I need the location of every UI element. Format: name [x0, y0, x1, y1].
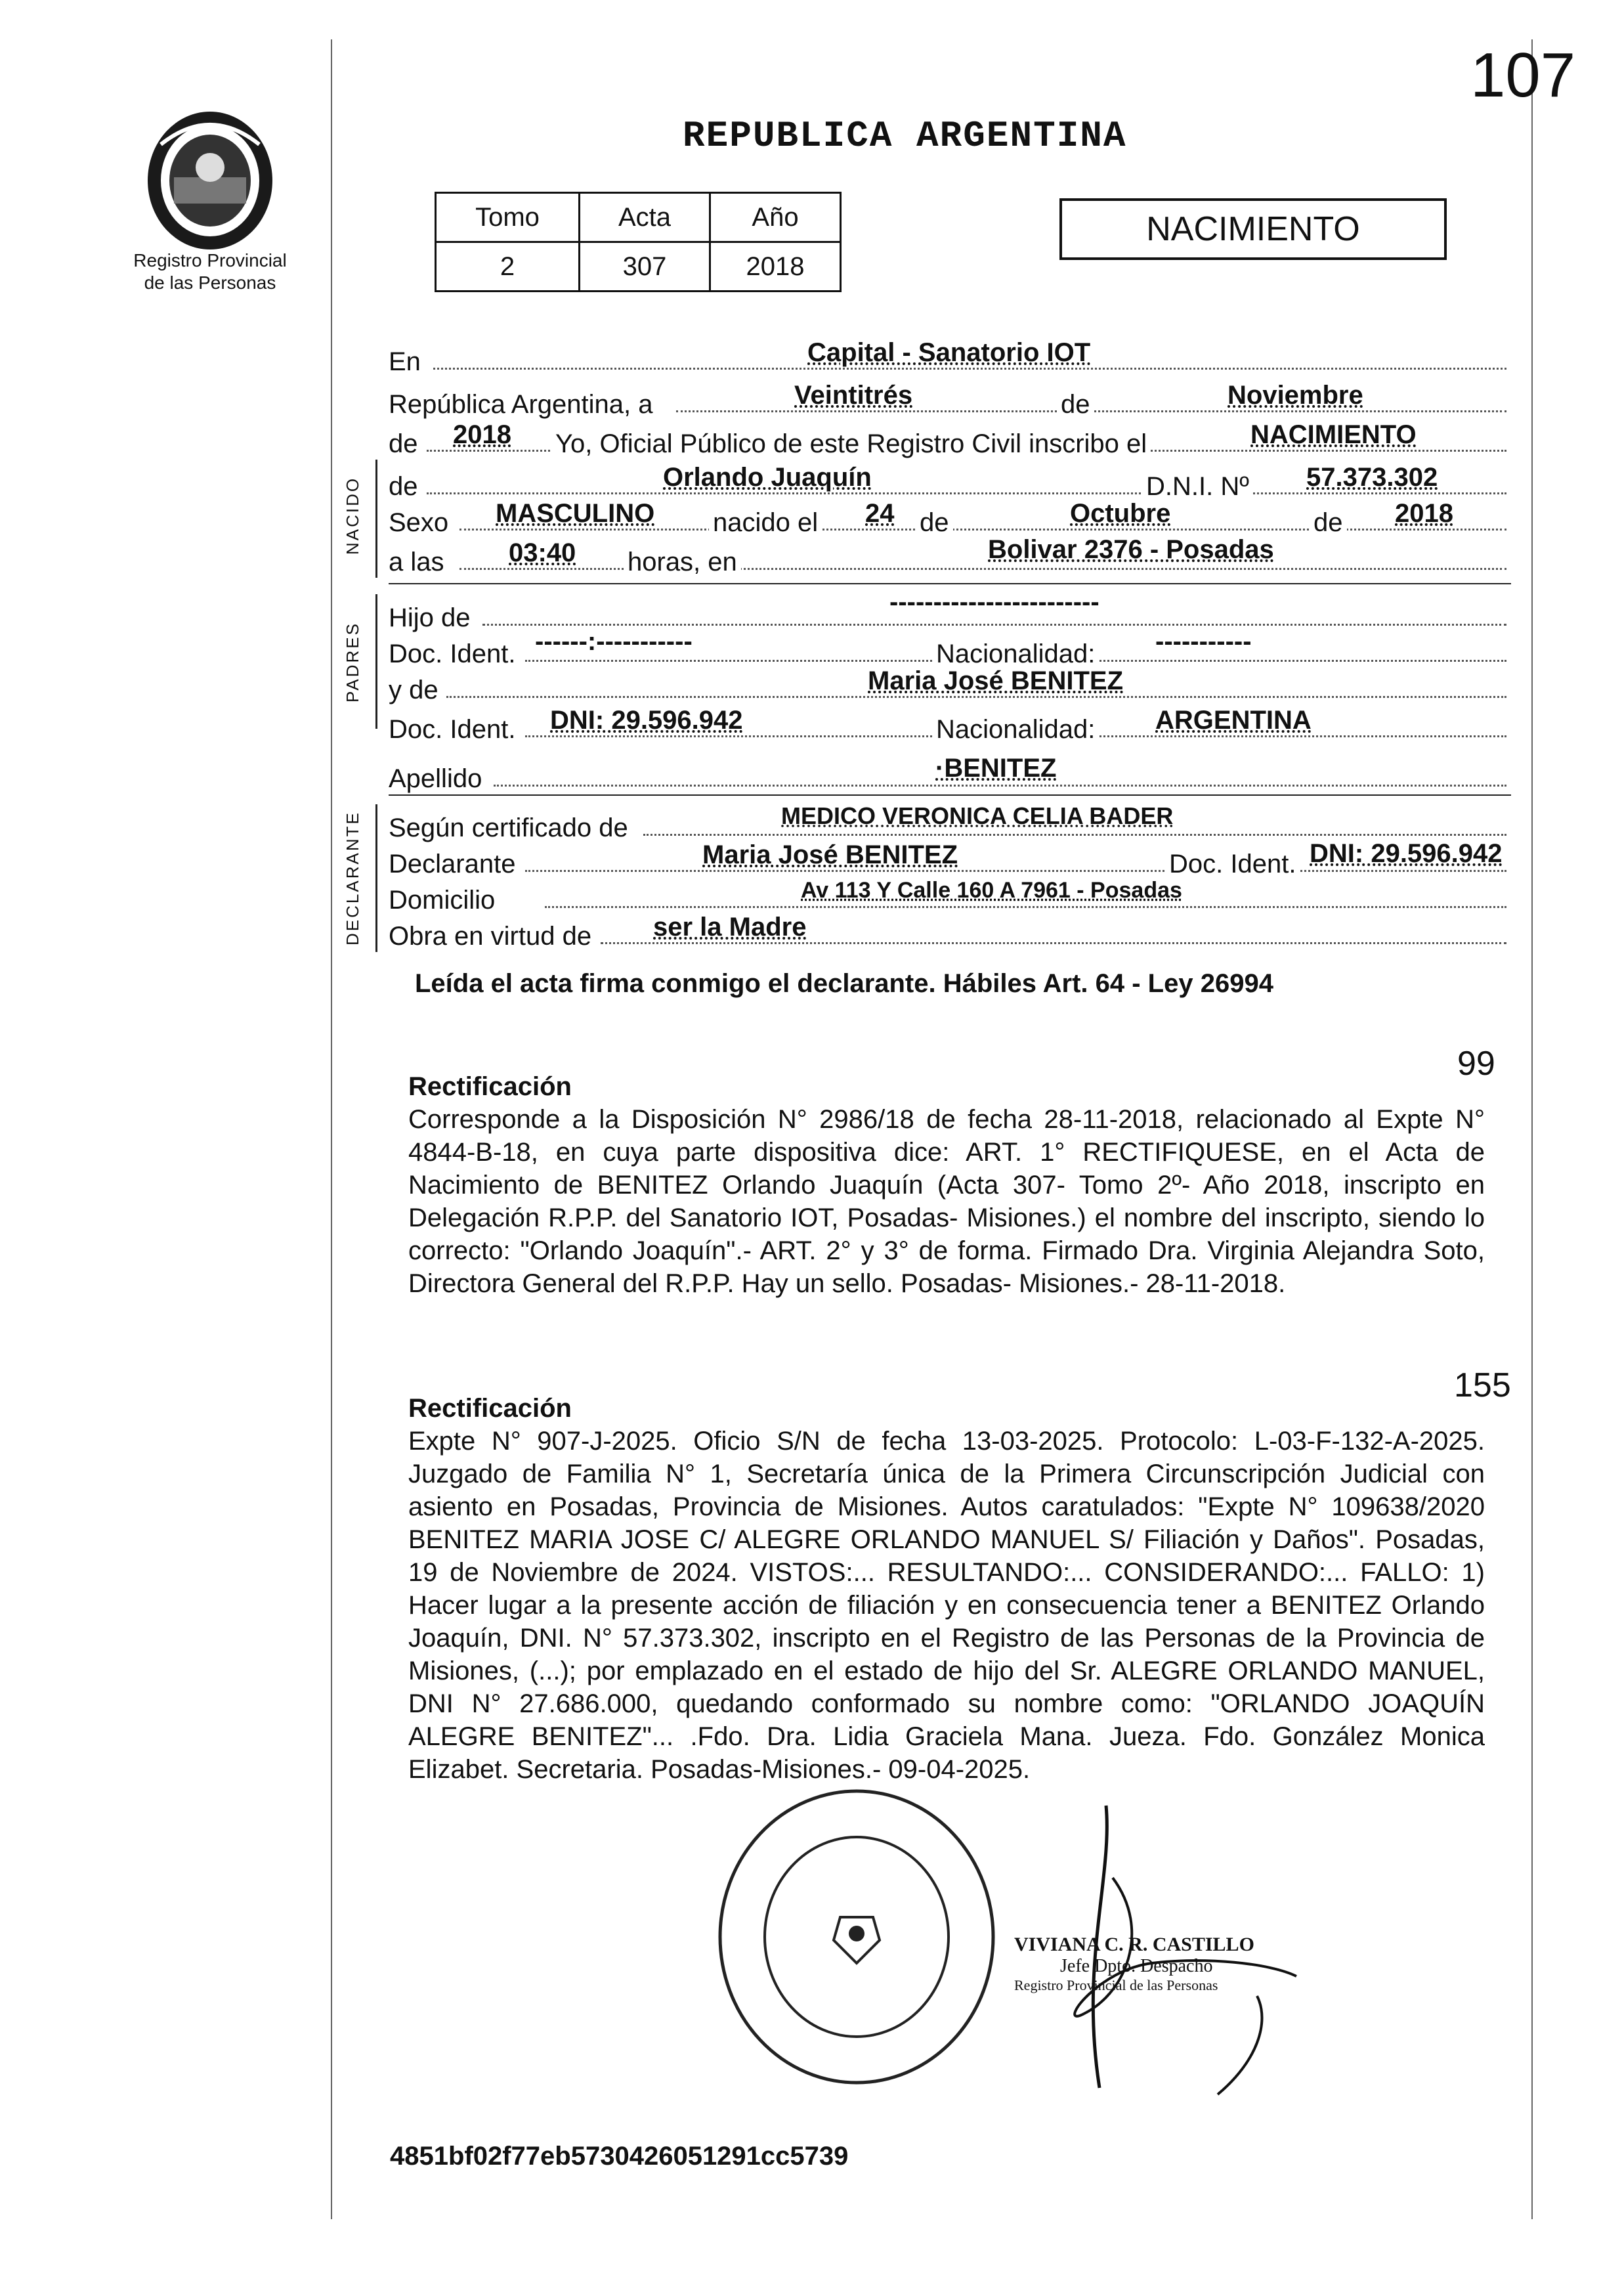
dots-apellido — [494, 785, 1506, 787]
signature-stamp — [1014, 1934, 1316, 1994]
dots-obra — [601, 942, 1506, 944]
signature-stamp-line1: VIVIANA C. R. CASTILLO — [1014, 1934, 1254, 1955]
side-label-nacido: NACIDO — [343, 476, 362, 555]
dots-madre — [446, 696, 1506, 698]
value-nac-padre: ----------- — [1155, 627, 1252, 656]
label-de-anio-nac: de — [1310, 506, 1347, 540]
stamp-icon — [712, 1786, 1001, 2088]
value-anio: 2018 — [453, 420, 511, 449]
value-tipo: NACIMIENTO — [1250, 420, 1417, 449]
value-obra: ser la Madre — [653, 913, 807, 942]
rectificacion-2-text: Expte N° 907-J-2025. Oficio S/N de fecha 13-03-2025. Protocolo: L-03-F-132-A-2025. Juzgado de Familia N° 1, Secretaría única de la Primera Circunscripción Judicial con asiento en Posadas, Provincia de Misiones. Autos caratulados: "Expte N° 109638/2020 BENITEZ MARIA JOSE C/ ALEGRE ORLANDO MANUEL S/ Filiación y Daños". Posadas, 19 de Noviembre de 2024. VISTOS:... RESULTANDO:... CONSIDERANDO:... FALLO: 1) Hacer lugar a la presente acción de filiación y en consecuencia tener a BENITEZ Orlando Joaquín, DNI. N° 57.373.302, inscripto en el Registro de las Personas de la Provincia de Misiones, (...); por emplazado en el estado de hijo del Sr. ALEGRE ORLANDO MANUEL, DNI N° 27.686.000, quedando conformado su nombre como: "ORLANDO JOAQUÍN ALEGRE BENITEZ"... .Fdo. Dra. Lidia Graciela Mana. Jueza. Fdo. González Monica Elizabet. Secretaria. Posadas-Misiones.- 09-04-2025. — [408, 1427, 1485, 1784]
official-stamp — [712, 1786, 1001, 2088]
label-de-nombre: de — [389, 472, 418, 501]
seal-icon — [135, 105, 286, 256]
register-table — [435, 192, 842, 292]
register-table-header — [436, 193, 841, 242]
value-nombre: Orlando Juaquín — [663, 463, 872, 492]
rectificacion-1 — [408, 1070, 1485, 1300]
value-tomo: 2 — [436, 242, 580, 292]
registry-caption-line2: de las Personas — [144, 272, 276, 293]
label-horas-en: horas, en — [624, 545, 741, 579]
document-hash: 4851bf02f77eb5730426051291cc5739 — [390, 2142, 849, 2171]
value-dia: Veintitrés — [794, 381, 913, 410]
divider-apellido — [389, 794, 1511, 796]
label-republica: República Argentina, a — [389, 390, 653, 419]
rectificacion-2 — [408, 1392, 1485, 1786]
dots-domicilio — [545, 906, 1506, 908]
label-de-mes-nac: de — [916, 506, 953, 540]
header-tomo: Tomo — [436, 193, 580, 242]
dots-sexo — [459, 529, 1506, 531]
leida-statement: Leída el acta firma conmigo el declarante. Hábiles Art. 64 - Ley 26994 — [415, 969, 1273, 998]
signature-stamp-line3: Registro Provincial de las Personas — [1014, 1977, 1218, 1993]
side-label-declarante: DECLARANTE — [343, 811, 362, 945]
register-table-values — [436, 242, 841, 292]
value-declarante: Maria José BENITEZ — [702, 840, 958, 869]
label-apellido: Apellido — [389, 764, 482, 793]
value-anio: 2018 — [710, 242, 841, 292]
label-doc-padre: Doc. Ident. — [389, 639, 516, 668]
label-sexo: Sexo — [389, 508, 449, 537]
dots-nombre — [427, 492, 1506, 494]
rectificacion-2-number: 155 — [1454, 1366, 1511, 1404]
label-segun: Según certificado de — [389, 813, 628, 842]
label-en: En — [389, 347, 421, 376]
value-mes-nac: Octubre — [1070, 499, 1171, 528]
value-acta: 307 — [580, 242, 710, 292]
label-nac-madre: Nacionalidad: — [932, 712, 1099, 747]
label-de-anio: de — [389, 429, 418, 458]
record-kind-box: NACIMIENTO — [1059, 198, 1447, 260]
value-doc-declarante: DNI: 29.596.942 — [1310, 839, 1503, 868]
value-hijo-de: ------------------------ — [889, 588, 1099, 617]
value-apellido: ·BENITEZ — [935, 754, 1057, 783]
label-dni: D.N.I. Nº — [1142, 469, 1253, 504]
value-hora: 03:40 — [509, 538, 576, 567]
registry-caption — [112, 249, 309, 294]
dots-certificado — [643, 834, 1506, 836]
value-anio-nac: 2018 — [1395, 499, 1453, 528]
label-nacido-el: nacido el — [709, 506, 822, 540]
dots-declarante — [525, 870, 1506, 872]
registry-caption-line1: Registro Provincial — [133, 250, 287, 271]
value-certificado: MEDICO VERONICA CELIA BADER — [781, 802, 1174, 829]
provincial-seal — [135, 105, 286, 256]
value-nac-madre: ARGENTINA — [1155, 706, 1312, 735]
value-dia-nac: 24 — [865, 499, 895, 528]
rectificacion-1-number: 99 — [1457, 1045, 1495, 1083]
label-y-de: y de — [389, 676, 438, 704]
value-doc-padre: ------:----------- — [535, 627, 693, 656]
dots-hijo — [482, 624, 1506, 626]
label-yo: Yo, Oficial Público de este Registro Civil inscribo el — [551, 427, 1151, 461]
label-obra: Obra en virtud de — [389, 922, 592, 951]
value-sexo: MASCULINO — [496, 499, 655, 528]
value-domicilio-nac: Bolivar 2376 - Posadas — [988, 535, 1274, 564]
page-number: 107 — [1470, 40, 1576, 110]
right-margin-line — [1531, 39, 1533, 2219]
label-domicilio: Domicilio — [389, 886, 496, 915]
signature-stamp-line2: Jefe Dpto. Despacho — [1060, 1956, 1213, 1976]
value-madre: Maria José BENITEZ — [868, 666, 1124, 695]
divider-nacido — [389, 583, 1511, 584]
header-acta: Acta — [580, 193, 710, 242]
value-dni: 57.373.302 — [1306, 463, 1438, 492]
label-hijo-de: Hijo de — [389, 603, 471, 632]
side-label-padres: PADRES — [343, 622, 362, 703]
label-doc-declarante: Doc. Ident. — [1165, 847, 1300, 881]
brace-nacido — [375, 460, 377, 578]
brace-padres — [375, 594, 377, 729]
brace-declarante — [375, 804, 377, 952]
rectificacion-1-heading: Rectificación — [408, 1072, 572, 1101]
value-domicilio: Av 113 Y Calle 160 A 7961 - Posadas — [801, 878, 1182, 903]
value-doc-madre: DNI: 29.596.942 — [550, 706, 743, 735]
label-nac-padre: Nacionalidad: — [932, 637, 1099, 671]
rectificacion-1-text: Corresponde a la Disposición N° 2986/18 de fecha 28-11-2018, relacionado al Expte N° 4844-B-18, en cuya parte dispositiva dice: ART. 1° RECTIFIQUESE, en el Acta de Nacimiento de BENITEZ Orlando Juaquín (Acta 307- Tomo 2º- Año 2018, inscripto en Delegación R.P.P. del Sanatorio IOT, Posadas- Misiones.) el nombre del inscripto, siendo lo correcto: "Orlando Joaquín".- ART. 2° y 3° de forma. Firmado Dra. Virginia Alejandra Soto, Directora General del R.P.P. Hay un sello. Posadas- Misiones.- 28-11-2018. — [408, 1105, 1485, 1298]
dots-hora — [459, 568, 1506, 570]
rectificacion-2-heading: Rectificación — [408, 1394, 572, 1423]
left-margin-line — [331, 39, 332, 2219]
value-mes: Noviembre — [1227, 381, 1363, 410]
dots-en — [433, 368, 1506, 370]
document-title: REPUBLICA ARGENTINA — [683, 115, 1127, 157]
label-doc-madre: Doc. Ident. — [389, 715, 516, 744]
value-lugar: Capital - Sanatorio IOT — [807, 338, 1091, 367]
label-declarante: Declarante — [389, 850, 516, 878]
label-de-mes: de — [1057, 387, 1094, 422]
label-a-las: a las — [389, 548, 444, 576]
header-anio: Año — [710, 193, 841, 242]
